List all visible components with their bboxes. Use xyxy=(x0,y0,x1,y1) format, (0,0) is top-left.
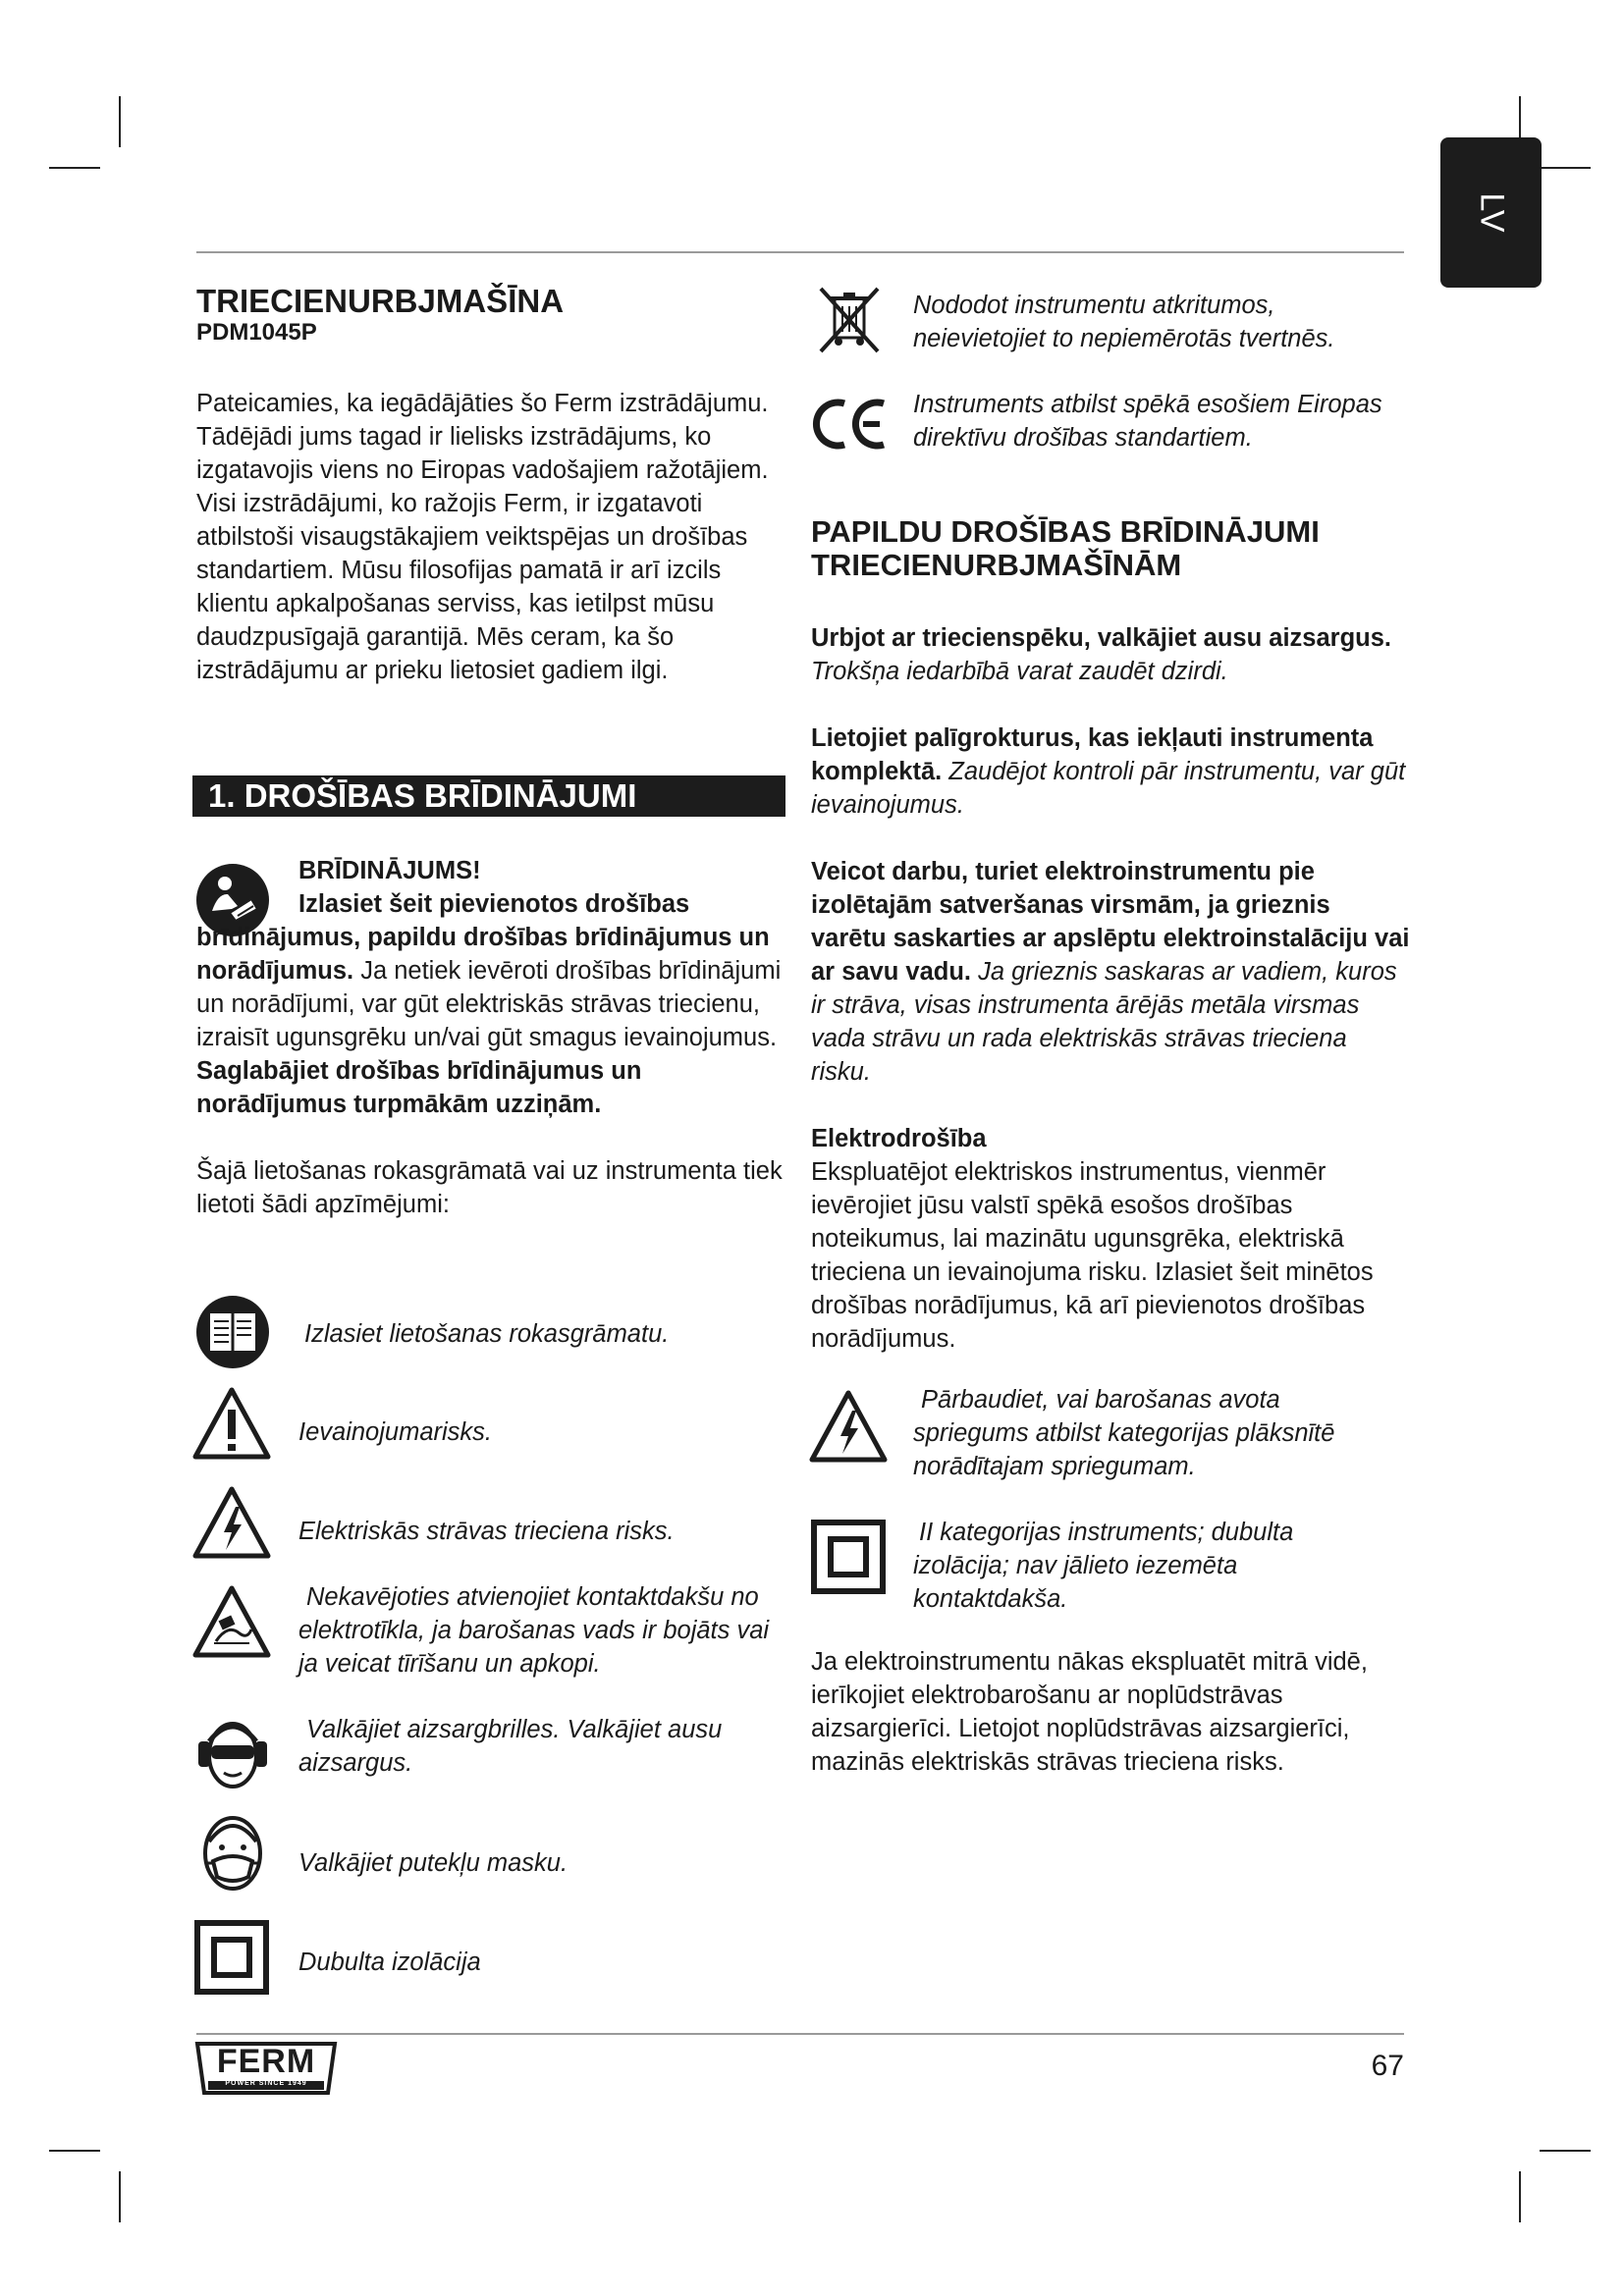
section-heading: 1. DROŠĪBAS BRĪDINĀJUMI xyxy=(208,777,637,814)
right-symbol-label: Instruments atbilst spēkā esošiem Eiropas direktīvu drošības standartiem. xyxy=(913,391,1382,452)
crop-mark xyxy=(119,96,121,147)
crop-mark xyxy=(119,2171,121,2222)
ce-mark-icon xyxy=(809,396,892,453)
crop-mark xyxy=(1540,167,1591,169)
voltage-check-icon xyxy=(809,1389,888,1464)
electrical-safety-heading: Elektrodrošība xyxy=(811,1125,987,1152)
weee-bin-icon xyxy=(815,285,884,355)
logo-subtext: POWER SINCE 1949 xyxy=(225,2080,307,2087)
logo-text: FERM xyxy=(216,2043,316,2080)
section-heading-bar xyxy=(192,775,785,817)
bottom-rule xyxy=(196,2033,1404,2035)
dust-mask-icon xyxy=(199,1812,266,1895)
class2-insulation-icon xyxy=(811,1520,886,1594)
crop-mark xyxy=(49,2150,100,2152)
warning-paragraph xyxy=(196,887,785,1121)
left-column xyxy=(196,285,785,687)
warning-exclamation-icon xyxy=(192,1386,271,1461)
symbol-label: Ievainojumarisks. xyxy=(298,1418,492,1446)
warning-text: Ja netiek ievēroti drošības brīdinājumi un norādījumi, var gūt elektriskās strāvas triecienu, izraisīt ugunsgrēku un/vai gūt smagus ievainojumus. xyxy=(196,957,782,1051)
warning-keep: Saglabājiet drošības brīdinājumus un norādījumus turpmākām uzziņām. xyxy=(196,1057,642,1118)
section2-heading: PAPILDU DROŠĪBAS BRĪDINĀJUMI TRIECIENURBJMAŠĪNĀM xyxy=(811,514,1320,582)
voltage-label: Pārbaudiet, vai barošanas avota spriegums atbilst kategorijas plāksnītē norādītajam spriegumam. xyxy=(913,1386,1335,1480)
class2-label: II kategorijas instruments; dubulta izolācija; nav jālieto iezemēta kontaktdakša. xyxy=(913,1519,1294,1613)
symbol-label: Izlasiet lietošanas rokasgrāmatu. xyxy=(304,1320,670,1348)
intro-paragraph: Pateicamies, ka iegādājāties šo Ferm izstrādājumu. Tādējādi jums tagad ir lielisks izstrādājums, ko izgatavojis viens no Eiropas vadošajiem ražotājiem. Visi izstrādājumi, ko ražojis Ferm, ir izgatavoti atbilstoši visaugstākajiem veiktspējas un drošības standartiem. Mūsu filosofijas pamatā ir arī izcils klientu apkalpošanas serviss, kas ietilpst mūsu daudzpusīgajā garantijā. Mēs ceram, ka šo izstrādājumu ar prieku lietosiet gadiem ilgi. xyxy=(196,390,769,684)
model-number: PDM1045P xyxy=(196,319,317,346)
ferm-logo xyxy=(194,2040,338,2097)
symbol-label: Valkājiet putekļu masku. xyxy=(298,1849,568,1877)
symbols-intro: Šajā lietošanas rokasgrāmatā vai uz instrumenta tiek lietoti šādi apzīmējumi: xyxy=(196,1157,783,1218)
auxiliary-handle-paragraph: Lietojiet palīgrokturus, kas iekļauti instrumenta komplektā. Zaudējot kontroli pār instrumentu, var gūt ievainojumus. xyxy=(811,724,1406,819)
warning-block xyxy=(196,854,785,1221)
double-insulation-icon xyxy=(194,1920,269,1995)
page-number: 67 xyxy=(1371,2050,1404,2082)
crop-mark xyxy=(1540,2150,1591,2152)
right-symbol-label: Nododot instrumentu atkritumos, neievietojiet to nepiemērotās tvertnēs. xyxy=(913,292,1335,352)
manual-book-icon xyxy=(194,1294,271,1370)
symbol-label: Valkājiet aizsargbrilles. Valkājiet ausu aizsargus. xyxy=(298,1716,723,1777)
symbol-label: Dubulta izolācija xyxy=(298,1949,481,1976)
hidden-wiring-paragraph: Veicot darbu, turiet elektroinstrumentu pie izolētajām satveršanas virsmām, ja grieznis varētu saskarties ar apslēptu elektroinstalāciju vai ar savu vadu. Ja grieznis saskaras ar vadiem, kuros ir strāva, visas instrumenta ārējās metāla virsmas vada strāvu un rada elektriskās strāvas trieciena risku. xyxy=(811,858,1410,1086)
warning-bold: Izlasiet šeit pievienotos drošības brīdinājumus, papildu drošības brīdinājumus un norādījumus. xyxy=(196,890,770,985)
electrical-safety-text: Ekspluatējot elektriskos instrumentus, vienmēr ievērojiet jūsu valstī spēkā esošos drošības noteikumus, lai mazinātu ugunsgrēka, elektriskā trieciena un ievainojuma risku. Izlasiet šeit minētos drošības norādījumus, kā arī pievienotos drošības norādījumus. xyxy=(811,1158,1374,1353)
right-column xyxy=(811,515,1410,1356)
crop-mark xyxy=(1519,2171,1521,2222)
language-label: LV xyxy=(1473,191,1510,234)
goggles-earmuffs-icon xyxy=(194,1712,271,1794)
rcd-paragraph: Ja elektroinstrumentu nākas ekspluatēt mitrā vidē, ierīkojiet elektrobarošanu ar noplūdstrāvas aizsargierīci. Lietojot noplūdstrāvas aizsargierīci, mazinās elektriskās strāvas trieciena risks. xyxy=(811,1648,1368,1776)
language-tab xyxy=(1440,137,1542,288)
symbol-label: Nekavējoties atvienojiet kontaktdakšu no elektrotīkla, ja barošanas vads ir bojāts vai ja veicat tīrīšanu un apkopi. xyxy=(298,1583,770,1678)
ear-protection-paragraph: Urbjot ar triecienspēku, valkājiet ausu aizsargus. Trokšņa iedarbībā varat zaudēt dzirdi. xyxy=(811,624,1391,685)
top-rule xyxy=(196,251,1404,253)
page-title: TRIECIENURBJMAŠĪNA xyxy=(196,283,565,319)
crop-mark xyxy=(49,167,100,169)
warning-title: BRĪDINĀJUMS! xyxy=(298,857,481,884)
symbol-label: Elektriskās strāvas trieciena risks. xyxy=(298,1518,675,1545)
electric-shock-icon xyxy=(192,1485,271,1560)
unplug-warning-icon xyxy=(192,1584,271,1659)
